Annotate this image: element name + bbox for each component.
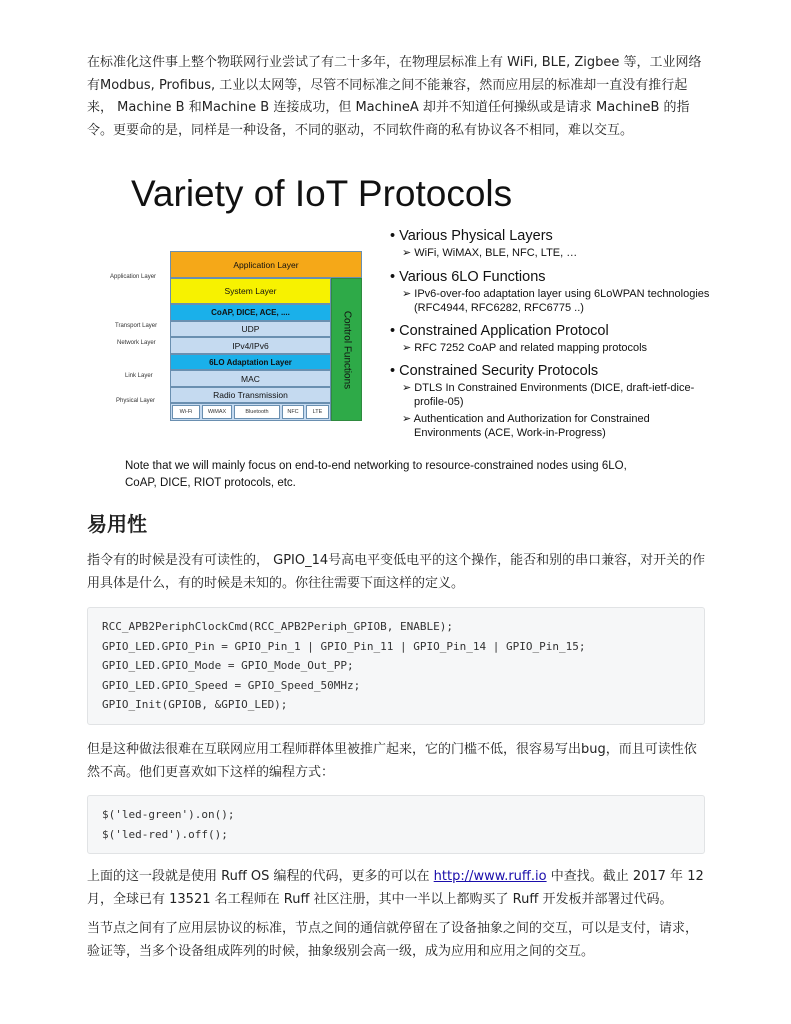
figure-note: Note that we will mainly focus on end-to-end networking to resource-constrained nodes using 6LO, CoAP, DICE, RIOT protocols, etc.	[125, 460, 627, 489]
code-line: $('led-green').on();	[102, 808, 235, 821]
layer-ipv4-ipv6: IPv4/IPv6	[170, 337, 331, 354]
layer-application: Application Layer	[170, 251, 362, 278]
label-link-layer: Link Layer	[125, 373, 153, 379]
figure-title: Variety of IoT Protocols	[131, 173, 513, 214]
label-physical-layer: Physical Layer	[116, 398, 156, 404]
phy-wifi: Wi-Fi	[172, 405, 200, 419]
phy-nfc: NFC	[282, 405, 304, 419]
layer-radio-transmission: Radio Transmission	[170, 387, 331, 403]
code-line: GPIO_LED.GPIO_Mode = GPIO_Mode_Out_PP;	[102, 659, 354, 673]
code-line: GPIO_Init(GPIOB, &GPIO_LED);	[102, 698, 288, 712]
layer-mac: MAC	[170, 370, 331, 387]
bullet-title: • Various 6LO Functions	[390, 269, 546, 285]
paragraph-interaction: 当节点之间有了应用层协议的标准，节点之间的通信就停留在了设备抽象之间的交互，可以是支付，请求，验证等，当多个设备组成阵列的时候，抽象级别会高一级，成为应用和应用之间的交互。	[87, 921, 699, 959]
code-line: GPIO_LED.GPIO_Pin = GPIO_Pin_1 | GPIO_Pin_11 | GPIO_Pin_14 | GPIO_Pin_15;	[102, 639, 586, 653]
bullet-title: • Constrained Application Protocol	[390, 323, 609, 339]
label-transport-layer: Transport Layer	[115, 323, 158, 329]
bullet-title: • Various Physical Layers	[390, 228, 553, 244]
phy-bluetooth: Bluetooth	[234, 405, 280, 419]
phy-wimax: WiMAX	[202, 405, 232, 419]
code-block-ruff	[87, 795, 705, 854]
layer-6lo-adaptation: 6LO Adaptation Layer	[170, 354, 331, 370]
label-application-layer: Application Layer	[110, 274, 157, 280]
bullet-sub: ➢ WiFi, WiMAX, BLE, NFC, LTE, …	[402, 247, 578, 259]
bullet-title: • Constrained Security Protocols	[390, 363, 599, 379]
code-block-stm32	[87, 607, 705, 725]
layer-udp: UDP	[170, 321, 331, 337]
control-functions-bar	[331, 278, 362, 421]
code-line: $('led-red').off();	[102, 827, 228, 841]
paragraph-ruff-os: 上面的这一段就是使用 Ruff OS 编程的代码，更多的可以在 http://www.ruff.io 中查找。截止 2017 年 12 月，全球已有 13521 名工程师在 Ruff 社区注册，其中一半以上都购买了 Ruff 开发板并部署过代码。	[87, 869, 704, 907]
paragraph-readability: 指令有的时候是没有可读性的， GPIO_14号高电平变低电平的这个操作，能否和别的串口兼容，对开关的作用具体是什么，有的时候是未知的。你往往需要下面这样的定义。	[87, 553, 706, 591]
iot-protocols-figure	[105, 165, 710, 500]
control-functions-label: Control Functions	[341, 310, 352, 389]
figure-bullets	[390, 227, 710, 440]
label-network-layer: Network Layer	[117, 340, 156, 346]
code-line: RCC_APB2PeriphClockCmd(RCC_APB2Periph_GPIOB, ENABLE);	[102, 620, 453, 633]
code-line: GPIO_LED.GPIO_Speed = GPIO_Speed_50MHz;	[102, 678, 361, 692]
bullet-sub: ➢ IPv6-over-foo adaptation layer using 6LoWPAN technologies (RFC4944, RFC6282, RFC6775 ..)	[402, 288, 710, 314]
phy-lte: LTE	[306, 405, 329, 419]
ruff-link[interactable]: http://www.ruff.io	[433, 869, 547, 884]
intro-paragraph: 在标准化这件事上整个物联网行业尝试了有二十多年，在物理层标准上有 WiFi, BLE, Zigbee 等，工业网络有Modbus, Profibus, 工业以太网等，尽管不同标准之间不能兼容，然而应用层的标准却一直没有推行起来， Machine B 和Machine B 连接成功，但 MachineA 却并不知道任何操纵或是请求 MachineB 的指令。更要命的是，同样是一种设备，不同的驱动，不同软件商的私有协议各不相同，难以交互。	[87, 55, 702, 138]
layer-system: System Layer	[170, 278, 331, 304]
bullet-sub: ➢ RFC 7252 CoAP and related mapping protocols	[402, 342, 648, 354]
layer-coap-dice-ace: CoAP, DICE, ACE, ....	[170, 304, 331, 321]
paragraph-adoption: 但是这种做法很难在互联网应用工程师群体里被推广起来，它的门槛不低，很容易写出bug，而且可读性依然不高。他们更喜欢如下这样的编程方式：	[87, 742, 697, 780]
section-heading: 易用性	[87, 512, 147, 536]
bullet-sub: ➢ DTLS In Constrained Environments (DICE, draft-ietf-dice-profile-05)	[402, 382, 695, 408]
bullet-sub: ➢ Authentication and Authorization for Constrained Environments (ACE, Work-in-Progress)	[402, 413, 650, 439]
